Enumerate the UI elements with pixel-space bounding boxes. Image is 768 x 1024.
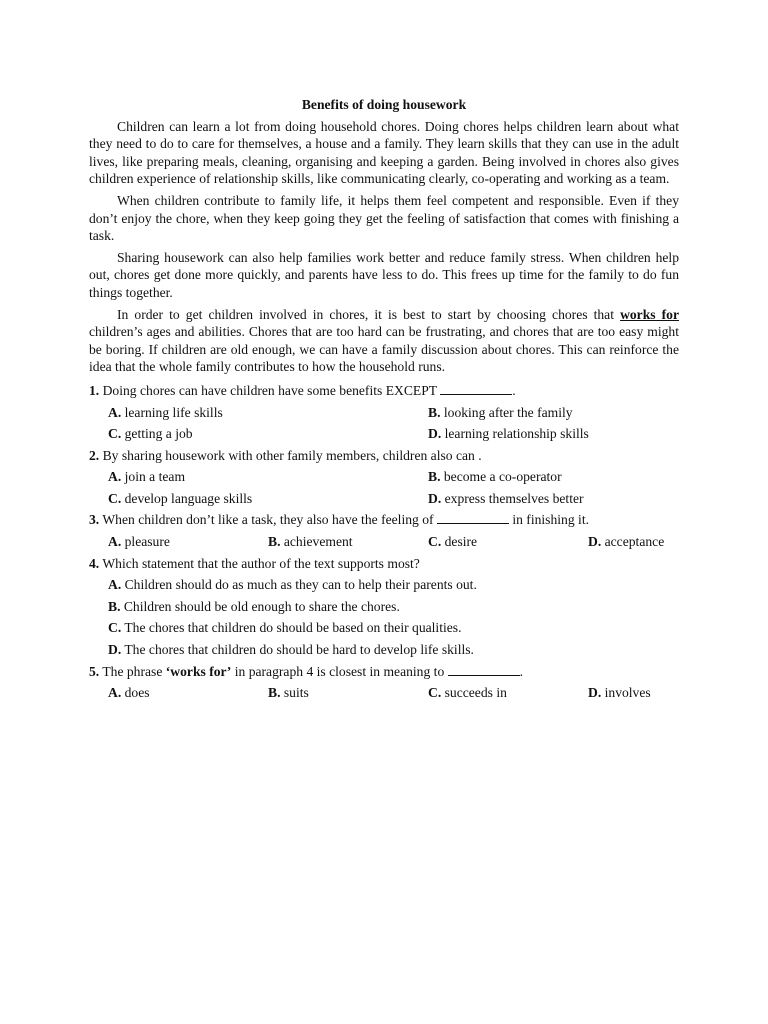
option-text: learning relationship skills <box>441 426 589 442</box>
option-d <box>588 682 678 704</box>
paragraph-4-before: In order to get children involved in chores, it is best to start by choosing chores that <box>117 306 621 322</box>
question-text-end: . <box>512 382 516 398</box>
question-text-middle: in paragraph 4 is closest in meaning to <box>231 663 448 679</box>
option-text: desire <box>441 534 478 550</box>
question-3 <box>89 509 679 531</box>
option-b <box>268 682 428 704</box>
paragraph-4 <box>89 306 679 376</box>
option-text: Children should do as much as they can to help their parents out. <box>121 577 477 593</box>
option-a <box>108 574 679 596</box>
answer-blank <box>440 382 512 395</box>
option-letter: A. <box>108 685 122 701</box>
option-b <box>108 596 679 618</box>
option-text: involves <box>601 685 651 701</box>
option-d <box>108 639 679 661</box>
option-a <box>108 531 268 553</box>
option-letter: B. <box>428 469 441 485</box>
option-text: develop language skills <box>121 490 253 506</box>
question-4 <box>89 553 679 575</box>
paragraph-2: When children contribute to family life, it helps them feel competent and responsible. Even if they don’t enjoy the chore, when they keep going they get the feeling of satisfaction that comes with finishing a task. <box>89 192 679 244</box>
option-text: The chores that children do should be hard to develop life skills. <box>121 642 474 658</box>
options-4 <box>89 574 679 660</box>
option-c <box>108 617 679 639</box>
option-text: learning life skills <box>121 404 223 420</box>
option-letter: D. <box>588 685 602 701</box>
paragraph-3: Sharing housework can also help families work better and reduce family stress. When children help out, chores get done more quickly, and parents have less to do. This frees up time for the family to do fun things together. <box>89 249 679 300</box>
question-number: 5. <box>89 663 100 679</box>
highlighted-phrase: works for <box>620 306 679 322</box>
option-letter: B. <box>268 534 281 550</box>
answer-blank <box>437 511 509 524</box>
option-text: express themselves better <box>441 490 584 506</box>
option-text: suits <box>280 685 309 701</box>
option-text: become a co-operator <box>440 469 562 485</box>
option-text: Children should be old enough to share the chores. <box>120 598 400 614</box>
option-c <box>108 488 428 510</box>
option-text: looking after the family <box>440 404 573 420</box>
worksheet <box>89 96 679 704</box>
options-5 <box>89 682 679 704</box>
option-letter: B. <box>108 598 121 614</box>
question-5 <box>89 661 679 683</box>
option-letter: C. <box>108 620 122 636</box>
option-letter: A. <box>108 577 122 593</box>
option-letter: D. <box>588 534 602 550</box>
option-c <box>108 423 428 445</box>
option-c <box>428 531 588 553</box>
option-letter: B. <box>428 404 441 420</box>
answer-blank <box>448 663 520 676</box>
options-2 <box>89 466 679 509</box>
paragraph-4-after: children’s ages and abilities. Chores that are too hard can be frustrating, and chores that are too easy might be boring. If children are old enough, we can have a family discussion about chores. This can reinforce the idea that the whole family contributes to how the household runs. <box>89 324 679 375</box>
question-text-end: . <box>519 663 524 679</box>
question-text: The phrase <box>99 663 166 679</box>
question-number: 1. <box>89 382 100 398</box>
option-text: succeeds in <box>441 685 507 701</box>
option-text: The chores that children do should be based on their qualities. <box>121 620 462 636</box>
option-a <box>108 682 268 704</box>
option-d <box>428 488 678 510</box>
question-1 <box>89 380 679 402</box>
question-number: 3. <box>89 512 100 528</box>
option-letter: D. <box>428 426 442 442</box>
option-a <box>108 466 428 488</box>
option-letter: D. <box>108 642 122 658</box>
option-text: getting a job <box>121 426 193 442</box>
option-d <box>428 423 678 445</box>
option-letter: A. <box>108 469 122 485</box>
paragraph-1: Children can learn a lot from doing household chores. Doing chores helps children learn about what they need to do to care for themselves, a house and a family. They learn skills that they can use in the adult lives, like preparing meals, cleaning, organising and keeping a garden. Being involved in chores also gives children experience of relationship skills, like communicating clearly, co-operating and working as a team. <box>89 118 679 187</box>
options-1 <box>89 402 679 445</box>
option-letter: A. <box>108 534 122 550</box>
option-a <box>108 402 428 424</box>
question-number: 2. <box>89 447 100 463</box>
page-title: Benefits of doing housework <box>301 97 467 112</box>
quoted-phrase: ‘works for’ <box>165 663 232 679</box>
option-letter: C. <box>428 534 442 550</box>
option-b <box>428 466 678 488</box>
question-2 <box>89 445 679 467</box>
option-text: join a team <box>121 469 186 485</box>
option-text: pleasure <box>121 534 170 550</box>
option-letter: B. <box>268 685 281 701</box>
option-d <box>588 531 678 553</box>
option-text: acceptance <box>601 534 665 550</box>
question-text: Doing chores can have children have some benefits EXCEPT <box>99 382 441 398</box>
option-b <box>268 531 428 553</box>
option-letter: C. <box>428 685 442 701</box>
option-b <box>428 402 678 424</box>
option-text: achievement <box>280 534 353 550</box>
option-text: does <box>121 685 150 701</box>
question-text: Which statement that the author of the text supports most? <box>99 555 420 571</box>
option-letter: D. <box>428 490 442 506</box>
option-letter: C. <box>108 490 122 506</box>
question-number: 4. <box>89 555 100 571</box>
question-text: When children don’t like a task, they also have the feeling of <box>99 512 437 528</box>
option-letter: C. <box>108 426 122 442</box>
option-c <box>428 682 588 704</box>
options-3 <box>89 531 679 553</box>
question-text-end: in finishing it. <box>508 512 589 528</box>
question-text: By sharing housework with other family members, children also can . <box>99 447 482 463</box>
option-letter: A. <box>108 404 122 420</box>
